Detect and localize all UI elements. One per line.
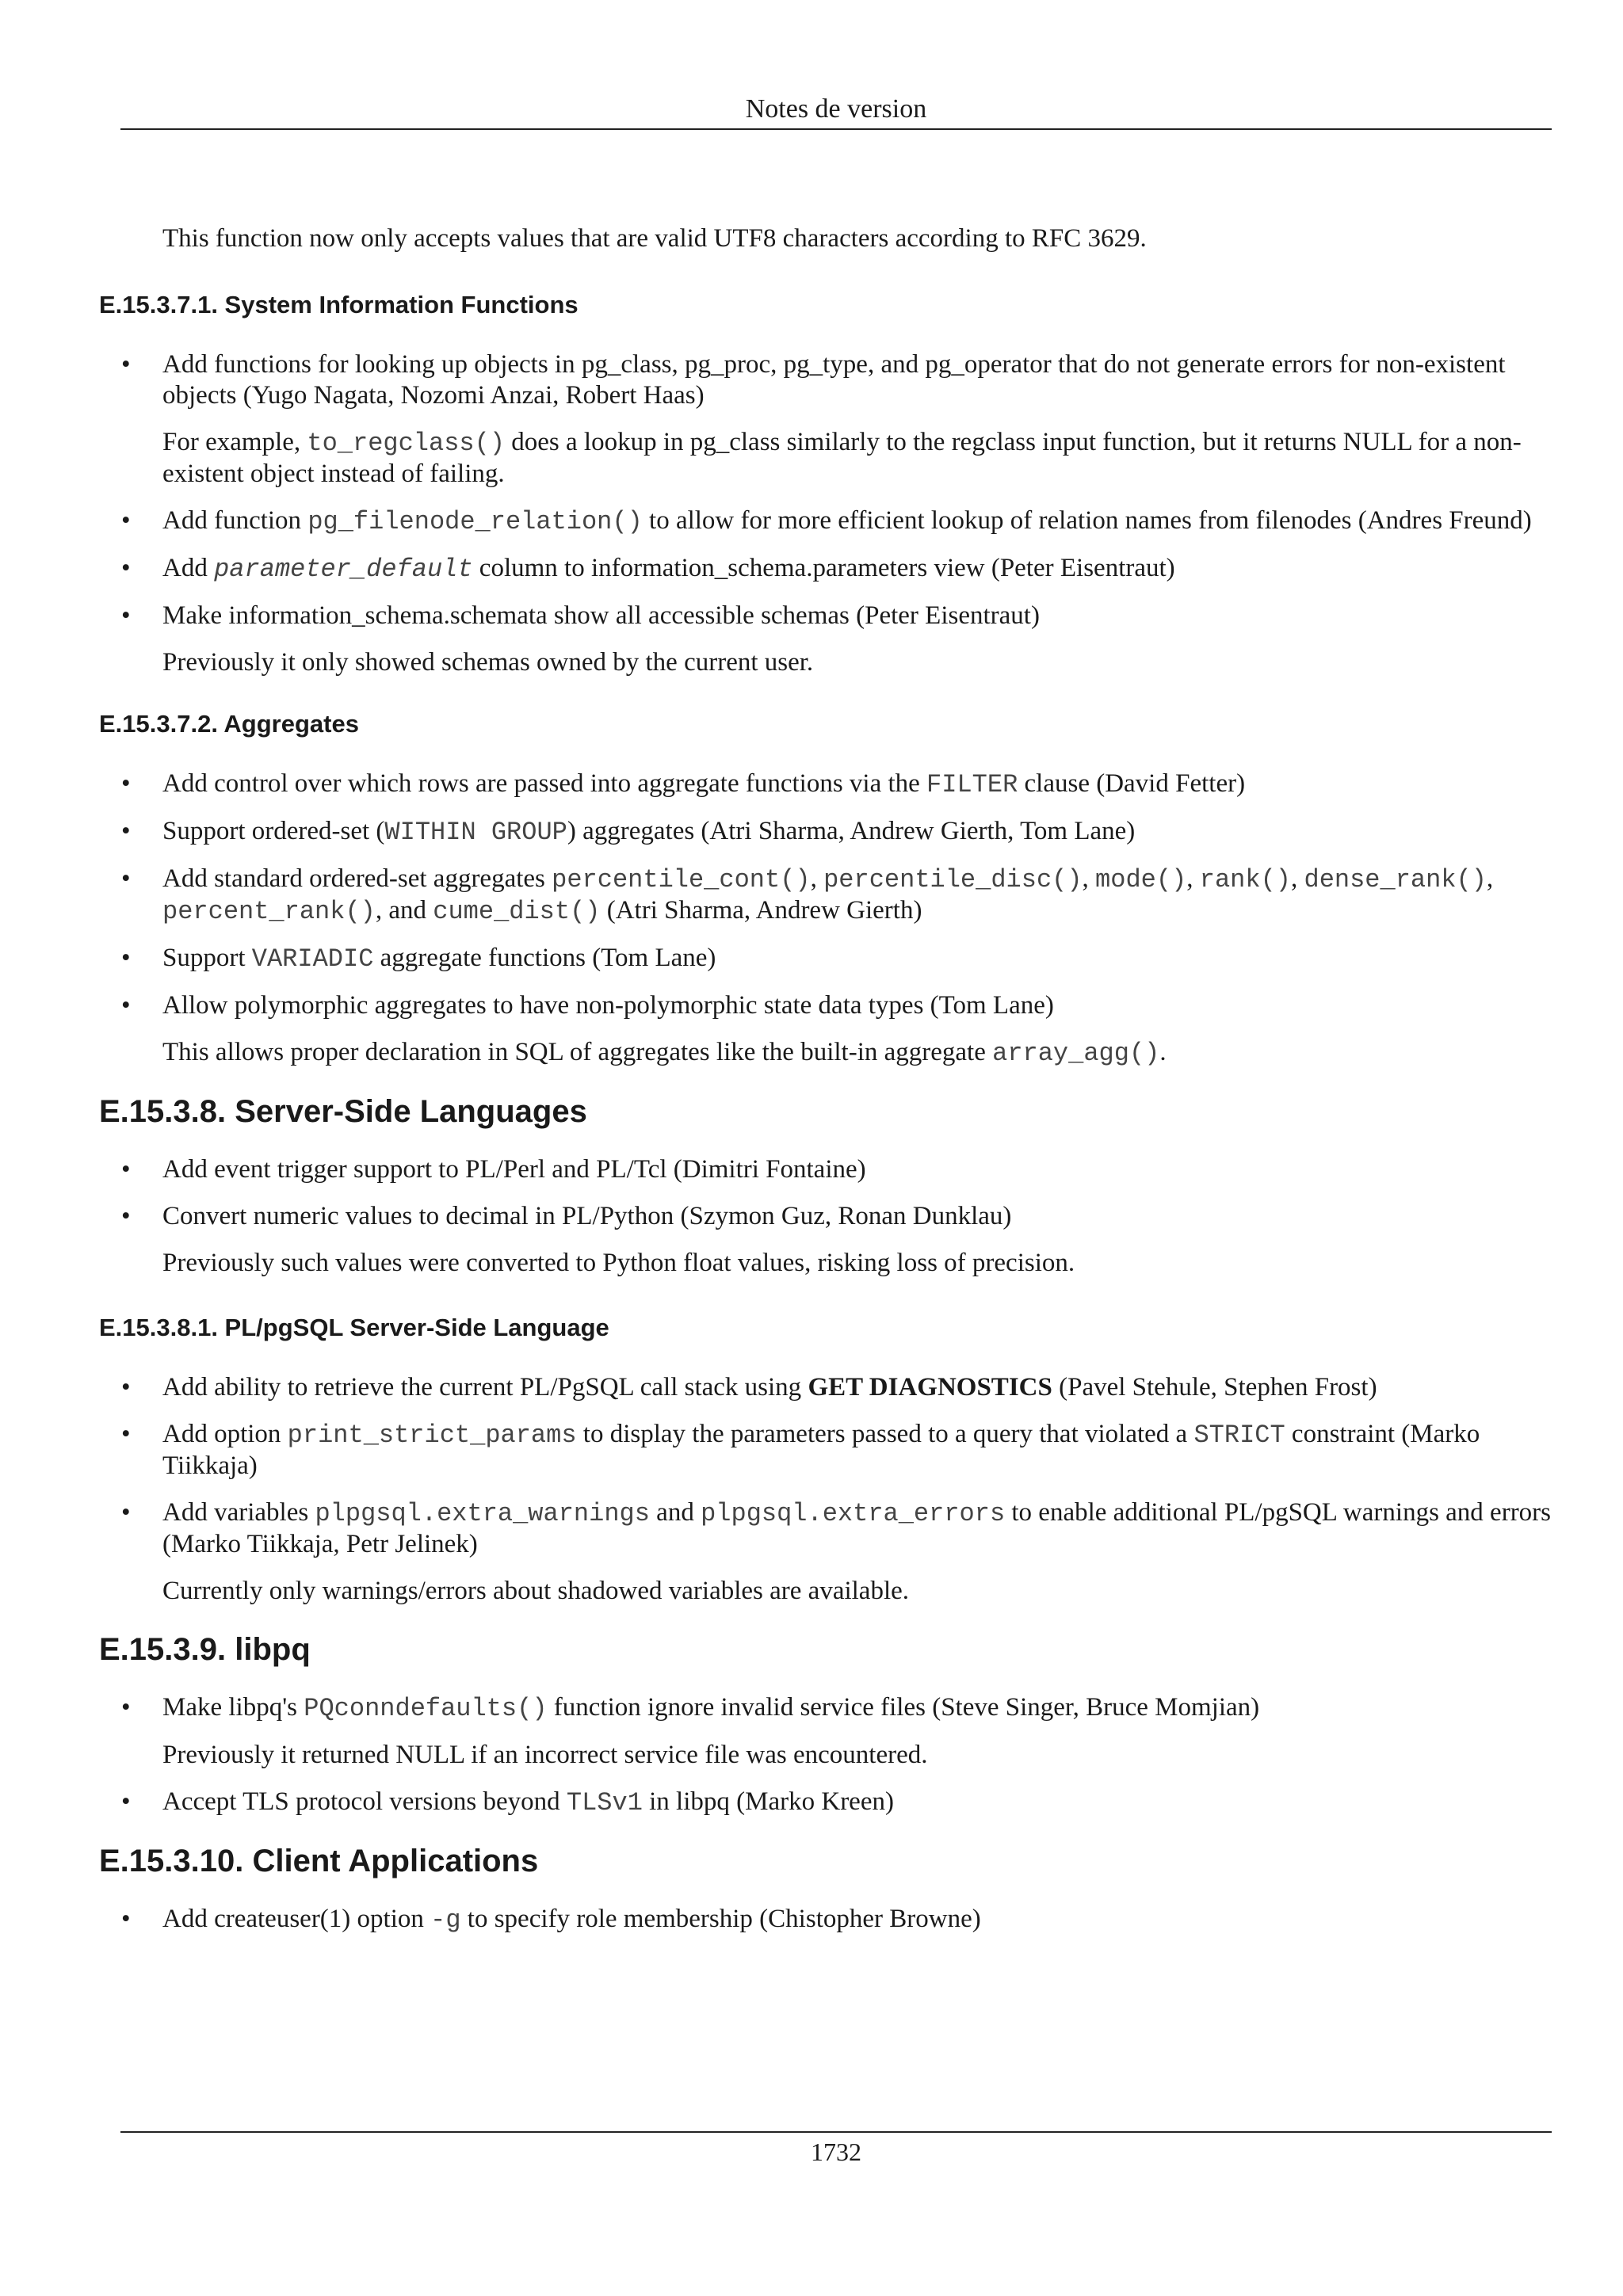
section-heading-aggregates: E.15.3.7.2. Aggregates bbox=[99, 710, 359, 738]
list-item-text: Add function pg_filenode_relation() to allow for more efficient lookup of relation names from filenodes (Andres Freund) bbox=[162, 506, 1532, 536]
list-item bbox=[99, 1904, 1553, 1936]
code-percentile-cont: percentile_cont() bbox=[552, 865, 811, 894]
list-item-note: Previously such values were converted to Python float values, risking loss of precision. bbox=[162, 1249, 1075, 1277]
list-item-text: Add event trigger support to PL/Perl and PL/Tcl (Dimitri Fontaine) bbox=[162, 1155, 866, 1184]
list-item bbox=[99, 1154, 1553, 1185]
bullet-icon: • bbox=[121, 1905, 131, 1933]
list-item-text: Add variables plpgsql.extra_warnings and plpgsql.extra_errors to enable additional PL/pgSQL warnings and errors (Marko Tiikkaja, Petr Jelinek) bbox=[162, 1498, 1552, 1558]
list-item-note: This allows proper declaration in SQL of aggregates like the built-in aggregate array_agg(). bbox=[162, 1038, 1167, 1068]
list-item bbox=[99, 1372, 1553, 1403]
server-side-languages-list bbox=[99, 1154, 1553, 1279]
list-item-note: Previously it returned NULL if an incorrect service file was encountered. bbox=[162, 1741, 928, 1769]
code-cume-dist: cume_dist() bbox=[433, 897, 601, 926]
list-item bbox=[99, 990, 1553, 1069]
code-rank: rank() bbox=[1199, 865, 1291, 894]
page-content bbox=[99, 223, 1553, 1936]
aggregates-list bbox=[99, 769, 1553, 1069]
code-array-agg: array_agg() bbox=[992, 1039, 1160, 1068]
list-item bbox=[99, 1201, 1553, 1279]
header-rule bbox=[120, 128, 1552, 130]
list-item-text: Add ability to retrieve the current PL/PgSQL call stack using GET DIAGNOSTICS (Pavel Stehule, Stephen Frost) bbox=[162, 1373, 1377, 1402]
code-strict: STRICT bbox=[1193, 1421, 1285, 1450]
bullet-icon: • bbox=[121, 817, 131, 845]
code-print-strict-params: print_strict_params bbox=[287, 1421, 577, 1450]
footer-rule bbox=[120, 2131, 1552, 2133]
bullet-icon: • bbox=[121, 601, 131, 630]
bullet-icon: • bbox=[121, 1787, 131, 1816]
list-item-text: Support VARIADIC aggregate functions (Tom Lane) bbox=[162, 944, 716, 974]
bullet-icon: • bbox=[121, 554, 131, 582]
bullet-icon: • bbox=[121, 1202, 131, 1230]
code-percentile-disc: percentile_disc() bbox=[823, 865, 1083, 894]
section-heading-server-side-languages: E.15.3.8. Server-Side Languages bbox=[99, 1094, 587, 1129]
libpq-list bbox=[99, 1692, 1553, 1818]
bullet-icon: • bbox=[121, 1155, 131, 1184]
list-item-text: Support ordered-set (WITHIN GROUP) aggregates (Atri Sharma, Andrew Gierth, Tom Lane) bbox=[162, 817, 1136, 847]
list-item-text: Add parameter_default column to information_schema.parameters view (Peter Eisentraut) bbox=[162, 554, 1175, 584]
list-item-text: Convert numeric values to decimal in PL/Python (Szymon Guz, Ronan Dunklau) bbox=[162, 1202, 1012, 1230]
list-item bbox=[99, 864, 1553, 927]
code-within-group: WITHIN GROUP bbox=[384, 818, 567, 847]
bullet-icon: • bbox=[121, 1498, 131, 1527]
list-item-text: Add standard ordered-set aggregates percentile_cont(), percentile_disc(), mode(), rank(), dense_rank(), percent_rank(), and cume_dist() (Atri Sharma, Andrew Gierth) bbox=[162, 864, 1494, 926]
list-item-text: Add createuser(1) option -g to specify role membership (Chistopher Browne) bbox=[162, 1905, 981, 1935]
plpgsql-list bbox=[99, 1372, 1553, 1607]
system-info-list bbox=[99, 349, 1553, 678]
code-extra-errors: plpgsql.extra_errors bbox=[701, 1499, 1006, 1528]
list-item-note: For example, to_regclass() does a lookup in pg_class similarly to the regclass input function, but it returns NULL for a non-existent object instead of failing. bbox=[162, 428, 1522, 488]
page-number: 1732 bbox=[811, 2138, 861, 2166]
list-item bbox=[99, 553, 1553, 585]
list-item bbox=[99, 1497, 1553, 1607]
bullet-icon: • bbox=[121, 944, 131, 972]
list-item-text: Accept TLS protocol versions beyond TLSv1 in libpq (Marko Kreen) bbox=[162, 1787, 894, 1817]
code-tlsv1: TLSv1 bbox=[566, 1788, 643, 1817]
bullet-icon: • bbox=[121, 769, 131, 798]
section-heading-client-applications: E.15.3.10. Client Applications bbox=[99, 1844, 539, 1878]
list-item bbox=[99, 601, 1553, 678]
list-item bbox=[99, 943, 1553, 974]
list-item-text: Add functions for looking up objects in pg_class, pg_proc, pg_type, and pg_operator that do not generate errors for non-existent objects (Yugo Nagata, Nozomi Anzai, Robert Haas) bbox=[162, 350, 1506, 410]
list-item bbox=[99, 816, 1553, 848]
list-item bbox=[99, 1419, 1553, 1482]
running-header: Notes de version bbox=[745, 94, 927, 124]
section-heading-plpgsql: E.15.3.8.1. PL/pgSQL Server-Side Language bbox=[99, 1314, 609, 1341]
section-heading-system-information-functions: E.15.3.7.1. System Information Functions bbox=[99, 291, 579, 318]
intro-paragraph: This function now only accepts values that are valid UTF8 characters according to RFC 3629. bbox=[162, 224, 1147, 253]
list-item-text: Allow polymorphic aggregates to have non-polymorphic state data types (Tom Lane) bbox=[162, 991, 1054, 1020]
code-g-option: -g bbox=[430, 1905, 461, 1935]
command-get-diagnostics: GET DIAGNOSTICS bbox=[808, 1373, 1052, 1402]
list-item-note: Previously it only showed schemas owned by the current user. bbox=[162, 648, 814, 677]
list-item-text: Make libpq's PQconndefaults() function ignore invalid service files (Steve Singer, Bruce Momjian) bbox=[162, 1693, 1260, 1723]
list-item-text: Make information_schema.schemata show all accessible schemas (Peter Eisentraut) bbox=[162, 601, 1040, 630]
bullet-icon: • bbox=[121, 864, 131, 893]
bullet-icon: • bbox=[121, 506, 131, 535]
code-dense-rank: dense_rank() bbox=[1304, 865, 1487, 894]
list-item-note: Currently only warnings/errors about shadowed variables are available. bbox=[162, 1577, 910, 1605]
code-pqconndefaults: PQconndefaults() bbox=[304, 1694, 548, 1723]
client-applications-list bbox=[99, 1904, 1553, 1936]
list-item bbox=[99, 349, 1553, 490]
code-mode: mode() bbox=[1095, 865, 1187, 894]
list-item bbox=[99, 505, 1553, 537]
code-pg-filenode-relation: pg_filenode_relation() bbox=[307, 507, 643, 536]
code-parameter-default: parameter_default bbox=[214, 555, 473, 584]
bullet-icon: • bbox=[121, 991, 131, 1020]
code-variadic: VARIADIC bbox=[251, 944, 374, 974]
bullet-icon: • bbox=[121, 1693, 131, 1722]
code-filter: FILTER bbox=[926, 770, 1018, 799]
list-item bbox=[99, 769, 1553, 800]
list-item bbox=[99, 1787, 1553, 1818]
list-item-text: Add control over which rows are passed into aggregate functions via the FILTER clause (David Fetter) bbox=[162, 769, 1246, 799]
bullet-icon: • bbox=[121, 1420, 131, 1448]
code-to-regclass: to_regclass() bbox=[307, 429, 506, 458]
code-extra-warnings: plpgsql.extra_warnings bbox=[315, 1499, 650, 1528]
code-percent-rank: percent_rank() bbox=[162, 897, 376, 926]
list-item-text: Add option print_strict_params to display the parameters passed to a query that violated a STRICT constraint (Marko Tiikkaja) bbox=[162, 1420, 1480, 1480]
bullet-icon: • bbox=[121, 1373, 131, 1402]
section-heading-libpq: E.15.3.9. libpq bbox=[99, 1632, 311, 1667]
list-item bbox=[99, 1692, 1553, 1771]
bullet-icon: • bbox=[121, 350, 131, 379]
